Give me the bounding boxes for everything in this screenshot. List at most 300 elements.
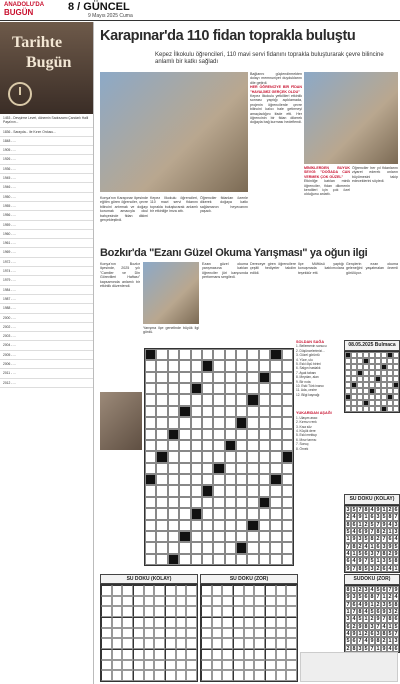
- crossword-cell[interactable]: [225, 383, 236, 394]
- sudoku-cell[interactable]: [233, 670, 244, 681]
- sudoku-cell[interactable]: [265, 606, 276, 617]
- crossword-cell[interactable]: [156, 474, 167, 485]
- sudoku-cell[interactable]: [133, 617, 144, 628]
- crossword-cell[interactable]: [270, 451, 281, 462]
- crossword-cell[interactable]: [270, 360, 281, 371]
- sudoku-cell[interactable]: [244, 585, 255, 596]
- crossword-cell[interactable]: [179, 360, 190, 371]
- sudoku-cell[interactable]: [212, 660, 223, 671]
- crossword-cell[interactable]: [202, 429, 213, 440]
- crossword-cell[interactable]: [191, 372, 202, 383]
- crossword-cell[interactable]: [282, 497, 293, 508]
- sudoku-cell[interactable]: [122, 585, 133, 596]
- sudoku-cell[interactable]: [144, 606, 155, 617]
- crossword-cell[interactable]: [236, 372, 247, 383]
- crossword-cell[interactable]: [270, 429, 281, 440]
- sudoku-cell[interactable]: [122, 617, 133, 628]
- sudoku-cell[interactable]: [233, 638, 244, 649]
- sudoku-cell[interactable]: [254, 649, 265, 660]
- sudoku-cell[interactable]: [265, 585, 276, 596]
- sudoku-cell[interactable]: [244, 649, 255, 660]
- crossword-cell[interactable]: [247, 463, 258, 474]
- sudoku-cell[interactable]: [286, 596, 297, 607]
- sudoku-cell[interactable]: [101, 606, 112, 617]
- crossword-cell[interactable]: [259, 531, 270, 542]
- crossword-cell[interactable]: [179, 474, 190, 485]
- sudoku-cell[interactable]: [254, 670, 265, 681]
- crossword-cell[interactable]: [179, 554, 190, 565]
- sudoku-cell[interactable]: [276, 628, 287, 639]
- sudoku-cell[interactable]: [101, 617, 112, 628]
- crossword-cell[interactable]: [168, 394, 179, 405]
- crossword-cell[interactable]: [225, 520, 236, 531]
- sudoku-cell[interactable]: [133, 660, 144, 671]
- crossword-cell[interactable]: [168, 542, 179, 553]
- crossword-cell[interactable]: [225, 429, 236, 440]
- crossword-cell[interactable]: [259, 394, 270, 405]
- crossword-cell[interactable]: [259, 474, 270, 485]
- sudoku-cell[interactable]: [144, 628, 155, 639]
- crossword-cell[interactable]: [213, 531, 224, 542]
- crossword-cell[interactable]: [247, 383, 258, 394]
- sudoku-cell[interactable]: [154, 617, 165, 628]
- sudoku-cell[interactable]: [265, 617, 276, 628]
- crossword-cell[interactable]: [236, 394, 247, 405]
- sudoku-cell[interactable]: [144, 617, 155, 628]
- crossword-cell[interactable]: [225, 417, 236, 428]
- crossword-cell[interactable]: [259, 372, 270, 383]
- sudoku-cell[interactable]: [122, 670, 133, 681]
- sudoku-cell[interactable]: [133, 606, 144, 617]
- sudoku-cell[interactable]: [101, 660, 112, 671]
- crossword-cell[interactable]: [270, 485, 281, 496]
- sudoku-cell[interactable]: [176, 596, 187, 607]
- sudoku-cell[interactable]: [201, 638, 212, 649]
- crossword-cell[interactable]: [247, 394, 258, 405]
- sudoku-cell[interactable]: [112, 617, 123, 628]
- crossword-cell[interactable]: [168, 372, 179, 383]
- crossword-cell[interactable]: [191, 394, 202, 405]
- sudoku-cell[interactable]: [265, 638, 276, 649]
- crossword-cell[interactable]: [247, 531, 258, 542]
- sudoku-cell[interactable]: [265, 628, 276, 639]
- sudoku-cell[interactable]: [222, 628, 233, 639]
- crossword-cell[interactable]: [259, 429, 270, 440]
- crossword-cell[interactable]: [213, 520, 224, 531]
- crossword-cell[interactable]: [202, 531, 213, 542]
- crossword-cell[interactable]: [145, 383, 156, 394]
- crossword-cell[interactable]: [191, 520, 202, 531]
- crossword-cell[interactable]: [202, 554, 213, 565]
- crossword-cell[interactable]: [168, 485, 179, 496]
- sudoku-cell[interactable]: [276, 606, 287, 617]
- sudoku-cell[interactable]: [133, 596, 144, 607]
- sudoku-cell[interactable]: [212, 670, 223, 681]
- sudoku-cell[interactable]: [201, 596, 212, 607]
- sudoku-cell[interactable]: [212, 617, 223, 628]
- crossword-cell[interactable]: [282, 542, 293, 553]
- sudoku-cell[interactable]: [144, 649, 155, 660]
- sudoku-cell[interactable]: [265, 670, 276, 681]
- crossword-cell[interactable]: [282, 531, 293, 542]
- sudoku-cell[interactable]: [176, 670, 187, 681]
- sudoku-cell[interactable]: [122, 628, 133, 639]
- crossword-cell[interactable]: [179, 383, 190, 394]
- crossword-cell[interactable]: [236, 520, 247, 531]
- crossword-cell[interactable]: [236, 542, 247, 553]
- crossword-cell[interactable]: [202, 417, 213, 428]
- sudoku-cell[interactable]: [112, 670, 123, 681]
- crossword-cell[interactable]: [202, 542, 213, 553]
- sudoku-cell[interactable]: [201, 660, 212, 671]
- sudoku-cell[interactable]: [176, 628, 187, 639]
- sudoku-cell[interactable]: [222, 670, 233, 681]
- sudoku-cell[interactable]: [276, 585, 287, 596]
- crossword-cell[interactable]: [282, 417, 293, 428]
- sudoku-cell[interactable]: [176, 638, 187, 649]
- crossword-cell[interactable]: [225, 394, 236, 405]
- crossword-cell[interactable]: [156, 508, 167, 519]
- crossword-cell[interactable]: [247, 349, 258, 360]
- sudoku-cell[interactable]: [212, 649, 223, 660]
- crossword-cell[interactable]: [236, 406, 247, 417]
- crossword-cell[interactable]: [156, 520, 167, 531]
- crossword-cell[interactable]: [270, 497, 281, 508]
- crossword-cell[interactable]: [213, 360, 224, 371]
- sudoku-cell[interactable]: [154, 670, 165, 681]
- crossword-cell[interactable]: [236, 360, 247, 371]
- sudoku-cell[interactable]: [133, 670, 144, 681]
- sudoku-cell[interactable]: [122, 660, 133, 671]
- sudoku-cell[interactable]: [244, 670, 255, 681]
- crossword-cell[interactable]: [168, 508, 179, 519]
- crossword-cell[interactable]: [168, 360, 179, 371]
- crossword-cell[interactable]: [191, 349, 202, 360]
- sudoku-cell[interactable]: [101, 596, 112, 607]
- crossword-cell[interactable]: [236, 485, 247, 496]
- crossword-cell[interactable]: [179, 531, 190, 542]
- sudoku-cell[interactable]: [201, 585, 212, 596]
- crossword-cell[interactable]: [191, 417, 202, 428]
- sudoku-cell[interactable]: [133, 649, 144, 660]
- crossword-cell[interactable]: [225, 485, 236, 496]
- crossword-cell[interactable]: [156, 360, 167, 371]
- crossword-cell[interactable]: [270, 383, 281, 394]
- sudoku-cell[interactable]: [276, 596, 287, 607]
- sudoku-cell[interactable]: [233, 606, 244, 617]
- sudoku-cell[interactable]: [144, 585, 155, 596]
- sudoku-cell[interactable]: [212, 628, 223, 639]
- sudoku-cell[interactable]: [144, 638, 155, 649]
- crossword-cell[interactable]: [247, 554, 258, 565]
- sudoku-cell[interactable]: [186, 606, 197, 617]
- crossword-cell[interactable]: [179, 520, 190, 531]
- sudoku-cell[interactable]: [112, 596, 123, 607]
- sudoku-cell[interactable]: [212, 638, 223, 649]
- sudoku-cell[interactable]: [122, 649, 133, 660]
- crossword-cell[interactable]: [259, 542, 270, 553]
- sudoku-cell[interactable]: [222, 585, 233, 596]
- crossword-cell[interactable]: [247, 451, 258, 462]
- crossword-cell[interactable]: [156, 372, 167, 383]
- crossword-cell[interactable]: [259, 440, 270, 451]
- sudoku-cell[interactable]: [265, 596, 276, 607]
- sudoku-cell[interactable]: [244, 628, 255, 639]
- sudoku-cell[interactable]: [286, 628, 297, 639]
- sudoku-cell[interactable]: [201, 606, 212, 617]
- crossword-cell[interactable]: [247, 508, 258, 519]
- crossword-cell[interactable]: [282, 451, 293, 462]
- sudoku-cell[interactable]: [276, 649, 287, 660]
- crossword-cell[interactable]: [225, 440, 236, 451]
- sudoku-cell[interactable]: [186, 617, 197, 628]
- crossword-cell[interactable]: [156, 349, 167, 360]
- crossword-cell[interactable]: [179, 463, 190, 474]
- crossword-cell[interactable]: [191, 463, 202, 474]
- crossword-cell[interactable]: [145, 372, 156, 383]
- crossword-cell[interactable]: [179, 451, 190, 462]
- crossword-cell[interactable]: [270, 554, 281, 565]
- sudoku-cell[interactable]: [133, 585, 144, 596]
- crossword-cell[interactable]: [225, 554, 236, 565]
- crossword-cell[interactable]: [202, 451, 213, 462]
- sudoku-cell[interactable]: [165, 585, 176, 596]
- sudoku-cell[interactable]: [254, 617, 265, 628]
- crossword-cell[interactable]: [270, 463, 281, 474]
- sudoku-cell[interactable]: [212, 596, 223, 607]
- crossword-cell[interactable]: [156, 485, 167, 496]
- crossword-cell[interactable]: [179, 508, 190, 519]
- sudoku-cell[interactable]: [112, 638, 123, 649]
- crossword-cell[interactable]: [156, 542, 167, 553]
- crossword-cell[interactable]: [156, 497, 167, 508]
- crossword-cell[interactable]: [145, 542, 156, 553]
- crossword-cell[interactable]: [168, 429, 179, 440]
- crossword-cell[interactable]: [213, 474, 224, 485]
- sudoku-cell[interactable]: [265, 649, 276, 660]
- crossword-cell[interactable]: [202, 406, 213, 417]
- sudoku-cell[interactable]: [233, 628, 244, 639]
- crossword-cell[interactable]: [259, 451, 270, 462]
- crossword-cell[interactable]: [270, 349, 281, 360]
- crossword-cell[interactable]: [236, 349, 247, 360]
- crossword-cell[interactable]: [259, 463, 270, 474]
- crossword-cell[interactable]: [282, 463, 293, 474]
- crossword-cell[interactable]: [247, 497, 258, 508]
- sudoku-cell[interactable]: [101, 628, 112, 639]
- crossword-cell[interactable]: [225, 463, 236, 474]
- crossword-cell[interactable]: [213, 451, 224, 462]
- crossword-cell[interactable]: [225, 474, 236, 485]
- crossword-cell[interactable]: [247, 542, 258, 553]
- crossword-cell[interactable]: [282, 485, 293, 496]
- crossword-cell[interactable]: [156, 440, 167, 451]
- crossword-cell[interactable]: [145, 485, 156, 496]
- crossword-cell[interactable]: [282, 554, 293, 565]
- crossword-cell[interactable]: [236, 451, 247, 462]
- crossword-cell[interactable]: [225, 372, 236, 383]
- crossword-cell[interactable]: [202, 372, 213, 383]
- sudoku-cell[interactable]: [265, 660, 276, 671]
- sudoku-cell[interactable]: [101, 585, 112, 596]
- sudoku-cell[interactable]: [154, 596, 165, 607]
- easy-sudoku-grid[interactable]: [100, 584, 198, 682]
- sudoku-cell[interactable]: [222, 617, 233, 628]
- sudoku-cell[interactable]: [276, 638, 287, 649]
- crossword-cell[interactable]: [202, 440, 213, 451]
- crossword-cell[interactable]: [145, 463, 156, 474]
- crossword-cell[interactable]: [213, 394, 224, 405]
- crossword-grid[interactable]: [144, 348, 294, 566]
- crossword-cell[interactable]: [282, 520, 293, 531]
- crossword-cell[interactable]: [259, 497, 270, 508]
- crossword-cell[interactable]: [270, 508, 281, 519]
- sudoku-cell[interactable]: [165, 670, 176, 681]
- sudoku-cell[interactable]: [122, 606, 133, 617]
- sudoku-cell[interactable]: [112, 660, 123, 671]
- crossword-cell[interactable]: [225, 542, 236, 553]
- crossword-cell[interactable]: [247, 406, 258, 417]
- crossword-cell[interactable]: [282, 440, 293, 451]
- sudoku-cell[interactable]: [254, 628, 265, 639]
- crossword-cell[interactable]: [225, 360, 236, 371]
- sudoku-cell[interactable]: [276, 660, 287, 671]
- crossword-cell[interactable]: [225, 508, 236, 519]
- crossword-cell[interactable]: [202, 349, 213, 360]
- sudoku-cell[interactable]: [112, 606, 123, 617]
- sudoku-cell[interactable]: [201, 617, 212, 628]
- sudoku-cell[interactable]: [165, 596, 176, 607]
- crossword-cell[interactable]: [179, 485, 190, 496]
- crossword-cell[interactable]: [168, 417, 179, 428]
- crossword-cell[interactable]: [191, 508, 202, 519]
- crossword-cell[interactable]: [225, 349, 236, 360]
- sudoku-cell[interactable]: [165, 638, 176, 649]
- crossword-cell[interactable]: [191, 542, 202, 553]
- sudoku-cell[interactable]: [222, 649, 233, 660]
- crossword-cell[interactable]: [168, 383, 179, 394]
- crossword-cell[interactable]: [213, 497, 224, 508]
- crossword-cell[interactable]: [191, 406, 202, 417]
- sudoku-cell[interactable]: [233, 617, 244, 628]
- crossword-cell[interactable]: [259, 383, 270, 394]
- sudoku-cell[interactable]: [144, 660, 155, 671]
- crossword-cell[interactable]: [270, 417, 281, 428]
- crossword-cell[interactable]: [145, 520, 156, 531]
- crossword-cell[interactable]: [191, 531, 202, 542]
- crossword-cell[interactable]: [191, 474, 202, 485]
- sudoku-cell[interactable]: [176, 649, 187, 660]
- sudoku-cell[interactable]: [154, 660, 165, 671]
- crossword-cell[interactable]: [247, 429, 258, 440]
- crossword-cell[interactable]: [236, 383, 247, 394]
- sudoku-cell[interactable]: [222, 606, 233, 617]
- crossword-cell[interactable]: [213, 440, 224, 451]
- crossword-cell[interactable]: [168, 451, 179, 462]
- sudoku-cell[interactable]: [154, 606, 165, 617]
- crossword-cell[interactable]: [156, 451, 167, 462]
- sudoku-cell[interactable]: [286, 617, 297, 628]
- crossword-cell[interactable]: [191, 451, 202, 462]
- sudoku-cell[interactable]: [186, 585, 197, 596]
- sudoku-cell[interactable]: [286, 660, 297, 671]
- sudoku-cell[interactable]: [112, 628, 123, 639]
- sudoku-cell[interactable]: [154, 585, 165, 596]
- crossword-cell[interactable]: [213, 485, 224, 496]
- crossword-cell[interactable]: [156, 417, 167, 428]
- sudoku-cell[interactable]: [222, 638, 233, 649]
- crossword-cell[interactable]: [156, 406, 167, 417]
- sudoku-cell[interactable]: [286, 649, 297, 660]
- crossword-cell[interactable]: [145, 406, 156, 417]
- crossword-cell[interactable]: [145, 349, 156, 360]
- crossword-cell[interactable]: [282, 474, 293, 485]
- crossword-cell[interactable]: [236, 440, 247, 451]
- crossword-cell[interactable]: [259, 360, 270, 371]
- sudoku-cell[interactable]: [286, 585, 297, 596]
- crossword-cell[interactable]: [236, 463, 247, 474]
- crossword-cell[interactable]: [225, 497, 236, 508]
- crossword-cell[interactable]: [179, 429, 190, 440]
- crossword-cell[interactable]: [282, 383, 293, 394]
- sudoku-cell[interactable]: [286, 670, 297, 681]
- crossword-cell[interactable]: [247, 360, 258, 371]
- sudoku-cell[interactable]: [176, 617, 187, 628]
- sudoku-cell[interactable]: [254, 660, 265, 671]
- sudoku-cell[interactable]: [101, 649, 112, 660]
- crossword-cell[interactable]: [213, 554, 224, 565]
- crossword-cell[interactable]: [145, 440, 156, 451]
- crossword-cell[interactable]: [247, 520, 258, 531]
- crossword-cell[interactable]: [179, 349, 190, 360]
- crossword-cell[interactable]: [145, 508, 156, 519]
- crossword-cell[interactable]: [213, 383, 224, 394]
- crossword-cell[interactable]: [191, 497, 202, 508]
- crossword-cell[interactable]: [145, 554, 156, 565]
- crossword-cell[interactable]: [156, 383, 167, 394]
- hard-sudoku-grid[interactable]: [200, 584, 298, 682]
- crossword-cell[interactable]: [270, 440, 281, 451]
- crossword-cell[interactable]: [145, 417, 156, 428]
- sudoku-cell[interactable]: [276, 670, 287, 681]
- sudoku-cell[interactable]: [244, 660, 255, 671]
- sudoku-cell[interactable]: [212, 606, 223, 617]
- sudoku-cell[interactable]: [101, 638, 112, 649]
- crossword-cell[interactable]: [225, 531, 236, 542]
- crossword-cell[interactable]: [259, 508, 270, 519]
- crossword-cell[interactable]: [247, 474, 258, 485]
- sudoku-cell[interactable]: [176, 660, 187, 671]
- sudoku-cell[interactable]: [276, 617, 287, 628]
- sudoku-cell[interactable]: [176, 585, 187, 596]
- crossword-cell[interactable]: [191, 360, 202, 371]
- crossword-cell[interactable]: [213, 406, 224, 417]
- sudoku-cell[interactable]: [133, 638, 144, 649]
- crossword-cell[interactable]: [179, 440, 190, 451]
- crossword-cell[interactable]: [282, 349, 293, 360]
- crossword-cell[interactable]: [179, 406, 190, 417]
- sudoku-cell[interactable]: [186, 628, 197, 639]
- crossword-cell[interactable]: [259, 554, 270, 565]
- crossword-cell[interactable]: [179, 417, 190, 428]
- sudoku-cell[interactable]: [222, 596, 233, 607]
- sudoku-cell[interactable]: [254, 638, 265, 649]
- sudoku-cell[interactable]: [176, 606, 187, 617]
- crossword-cell[interactable]: [145, 497, 156, 508]
- crossword-cell[interactable]: [156, 429, 167, 440]
- crossword-cell[interactable]: [270, 406, 281, 417]
- crossword-cell[interactable]: [202, 474, 213, 485]
